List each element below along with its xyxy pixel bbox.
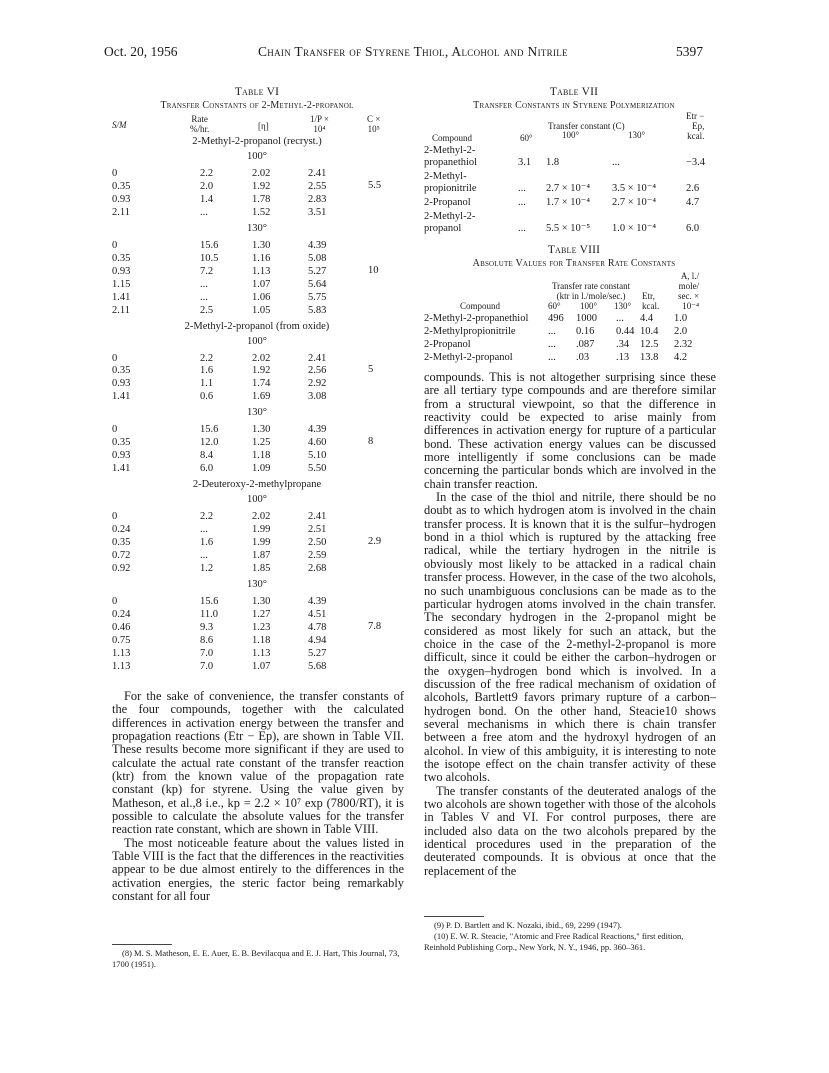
table-vi-c-value: 7.8 <box>368 620 382 632</box>
table-vi-cell: 0.93 <box>112 450 131 462</box>
table-vi-row <box>112 536 402 549</box>
table-viii-cell: 4.4 <box>640 313 654 324</box>
table-vi-cell: 4.60 <box>308 437 327 449</box>
table-vi-row <box>112 239 402 252</box>
left-paragraph-2: The most noticeable feature about the values listed in Table VIII is the fact that the differences in the reactivities appear to be due almost entirely to the differences in the activation energies, the steric factor being remarkably constant for all four <box>112 835 404 904</box>
left-paragraph-1: For the sake of convenience, the transfer constants of the four compounds, together with the calculated differences in activation energy between the transfer and propagation reactions (Etr − Ep), are shown in Table VII. These results become more significant if they are used to calculate the actual rate constant of the transfer reaction (ktr) from the known value of the propagation rate constant (kp) for styrene. Using the value given by Matheson, et al.,8 i.e., kp = 2.2 × 10⁷ exp (7800/RT), it is possible to calculate the absolute values for the transfer reaction rate constant, which are shown in Table VIII. <box>112 689 404 837</box>
table-vi-cell: 1.13 <box>112 647 131 659</box>
table-vi-cell: 1.6 <box>200 365 214 377</box>
table-vi-title: Transfer Constants of 2-Methyl-2-propanol <box>160 100 354 111</box>
table-vi-cell: 1.1 <box>200 378 214 390</box>
table-vi-cell: 9.3 <box>200 621 214 633</box>
table-vi-body <box>112 136 402 677</box>
table-vi-cell: 7.0 <box>200 660 214 672</box>
table-viii-compound: 2-Methyl-2-propanol <box>424 352 513 363</box>
t7-100-header: 100° <box>562 130 580 140</box>
right-paragraph-2: In the case of the thiol and nitrile, there should be no doubt as to which hydrogen atom is involved in the chain transfer process. It is known that it is the sulfur–hydrogen bond in a thiol which is ruptured by the attacking free radical, while the tertiary hydrogen in the nitrile is obviously most likely to be attacked in a radical chain transfer process. However, in the case of the two alcohols, no such unambiguous conclusions can be made as to the particular hydrogen atoms involved in the chain transfer. The secondary hydrogen in the 2-propanol might be considered as most likely for such an attack, but the choice in the case of the 2-methyl-2-propanol is more difficult, since it could be either the carbon–hydrogen or the oxygen–hydrogen bond which is involved. In a discussion of the free radical mechanism of oxidation of alcohols, Bartlett9 favors primary rupture of a carbon–hydrogen bond. On the other hand, Steacie10 shows several mechanisms in which there is chain transfer between a free atom and the hydroxyl hydrogen of an alcohol. In view of this ambiguity, it is interesting to note the isotope effect on the chain transfer activity of these two alcohols. <box>424 490 716 785</box>
table-vi-cell: 0.92 <box>112 562 131 574</box>
table-vi-cell: 0.6 <box>200 391 214 403</box>
table-vi-cell: ... <box>200 291 208 303</box>
table-viii-cell: 0.16 <box>576 326 595 337</box>
table-vi-cell: 1.85 <box>252 562 271 574</box>
table-vi-cell: 7.0 <box>200 647 214 659</box>
table-vi-cell: ... <box>200 278 208 290</box>
table-viii-cell: 12.5 <box>640 339 659 350</box>
table-vi-temp-heading: 130° <box>247 222 267 234</box>
right-paragraph-1: compounds. This is not altogether surprising since these are all tertiary type compounds and are therefore similar from a structural viewpoint, so that the difference in reactivity could be expected to arise mainly from differences in activation energy for rupture of a particular bond. These activation energy values can be discussed more intelligently if some conclusions can be made concerning the particular bonds which are involved in the chain transfer reaction. <box>424 370 716 491</box>
left-footnotes <box>112 948 404 970</box>
right-paragraph-3: The transfer constants of the deuterated analogs of the two alcohols are shown together with those of the alcohols in Tables V and VI. For control purposes, there are included also data on the two alcohols prepared by the identical procedures used in the preparation of the deuterated compounds. It is obvious at once that the replacement of the <box>424 783 716 878</box>
table-vi-cell: 1.06 <box>252 291 271 303</box>
table-vi-cell: 7.2 <box>200 265 214 277</box>
table-vi-cell: 12.0 <box>200 437 219 449</box>
table-vi-cell: ... <box>200 549 208 561</box>
table-vi-row <box>112 352 402 365</box>
table-vi-row <box>112 634 402 647</box>
table-vi-cell: 1.6 <box>200 537 214 548</box>
t7-transfer-header: Transfer constant (C) <box>548 121 625 131</box>
table-vi-cell: 2.92 <box>308 378 327 390</box>
table-vii-compound: 2-Methyl-2- propanol <box>424 211 476 234</box>
footnote-9: (9) P. D. Bartlett and K. Nozaki, ibid., 69, 2299 (1947). <box>434 920 622 930</box>
table-vii-cell: 2.7 × 10⁻⁴ <box>546 183 590 194</box>
table-vi-cell: 11.0 <box>200 608 218 620</box>
table-vi-row <box>112 180 402 193</box>
table-vi-cell: ... <box>200 206 208 218</box>
table-vi-cell: 2.02 <box>252 352 271 364</box>
table-vi-label: Table VI <box>234 86 280 98</box>
table-viii-cell: 13.8 <box>640 352 659 363</box>
t8-rate-header: Transfer rate constant (ktr in l./mole/sec.) <box>552 281 631 301</box>
table-vi-cell: 1.13 <box>252 647 271 659</box>
table-vii-compound: 2-Propanol <box>424 197 471 208</box>
table-vii-cell: 1.0 × 10⁻⁴ <box>612 223 656 234</box>
right-column-text <box>424 371 716 878</box>
table-vi-c-value: 5 <box>368 364 374 376</box>
table-viii-cell: 0.44 <box>616 326 635 337</box>
table-vi-cell: 15.6 <box>200 595 219 607</box>
table-vi-cell: 1.30 <box>252 424 271 436</box>
col-sm-header: S/M <box>112 120 127 130</box>
table-viii-body <box>424 313 724 373</box>
right-footnote-rule <box>424 916 484 917</box>
table-vi-cell: 15.6 <box>200 239 219 251</box>
table-vi-cell: 6.0 <box>200 463 214 475</box>
table-vi-cell: 8.6 <box>200 634 214 646</box>
header-date: Oct. 20, 1956 <box>104 44 178 59</box>
table-vi-cell: 1.09 <box>252 463 271 475</box>
t7-130-header: 130° <box>628 130 646 140</box>
table-vi-cell: 0.93 <box>112 265 131 277</box>
table-vi-cell: 10.5 <box>200 252 219 264</box>
table-vii-column-headers <box>424 111 724 145</box>
table-vi-cell: 1.07 <box>252 278 271 290</box>
table-vi-cell: 4.39 <box>308 424 327 436</box>
table-vi-cell: 4.39 <box>308 595 327 607</box>
table-vii-cell: ... <box>518 223 526 234</box>
table-vi-cell: 1.18 <box>252 450 271 462</box>
footnote-10: (10) E. W. R. Steacie, "Atomic and Free Radical Reactions," first edition, Reinhold Publishing Corp., New York, N. Y., 1946, pp. 360–361. <box>424 931 684 952</box>
table-vi-cell: 4.78 <box>308 621 327 633</box>
table-vii-cell: −3.4 <box>686 157 706 168</box>
table-vi-cell: 0 <box>112 595 118 607</box>
table-vi-cell: 2.02 <box>252 511 271 523</box>
table-viii-cell: 10.4 <box>640 326 659 337</box>
table-vi-cell: 5.64 <box>308 278 327 290</box>
table-viii-compound: 2-Methyl-2-propanethiol <box>424 313 529 324</box>
table-vii-cell: 2.6 <box>686 183 700 194</box>
table-vi-cell: 5.50 <box>308 463 327 475</box>
table-vi-cell: 5.68 <box>308 660 327 672</box>
table-vi-row <box>112 265 402 278</box>
table-vi-cell: 1.99 <box>252 537 271 548</box>
table-vi-cell: 2.55 <box>308 180 327 192</box>
table-viii-cell: .13 <box>616 352 630 363</box>
table-viii-compound: 2-Methylpropionitrile <box>424 326 516 337</box>
table-vi-temp-heading: 130° <box>247 578 267 590</box>
table-vi-cell: 2.56 <box>308 365 327 377</box>
table-vii-cell: ... <box>612 157 620 168</box>
table-vi-cell: 0 <box>112 352 118 364</box>
t8-100-header: 100° <box>580 301 598 311</box>
table-vi-cell: 15.6 <box>200 424 219 436</box>
left-column-text <box>112 690 404 904</box>
table-vii-cell: 6.0 <box>686 223 700 234</box>
table-vii <box>424 86 724 241</box>
table-vi-cell: 5.27 <box>308 647 327 659</box>
table-vi-cell: 1.30 <box>252 595 271 607</box>
table-vi-cell: 1.92 <box>252 180 271 192</box>
col-eta-header: [η] <box>258 121 269 131</box>
table-vi-cell: 0.35 <box>112 537 131 548</box>
table-vii-body <box>424 145 724 241</box>
table-vi-cell: 2.41 <box>308 352 327 364</box>
table-vi-temp-heading: 100° <box>247 494 267 506</box>
t8-e-header: Etr, kcal. <box>642 291 660 311</box>
running-title: Chain Transfer of Styrene Thiol, Alcohol and Nitrile <box>258 44 568 59</box>
table-vi-cell: 2.11 <box>112 304 130 316</box>
table-vi-cell: 2.59 <box>308 549 327 561</box>
table-vi-row <box>112 377 402 390</box>
table-vii-compound: 2-Methyl- propionitrile <box>424 171 477 194</box>
table-vi-group-heading: 2-Methyl-2-propanol (recryst.) <box>192 136 322 147</box>
t8-a-header: A, l./ mole/ sec. × 10⁻⁴ <box>678 271 700 311</box>
table-vi-row <box>112 304 402 317</box>
table-vi-row <box>112 523 402 536</box>
t8-130-header: 130° <box>614 301 632 311</box>
table-vi-cell: 3.51 <box>308 206 327 218</box>
table-vi-cell: 2.83 <box>308 193 327 205</box>
table-viii-cell: .34 <box>616 339 630 350</box>
table-vi-temp-heading: 100° <box>247 151 267 162</box>
table-vii-title: Transfer Constants in Styrene Polymerization <box>473 100 675 111</box>
table-vi-row <box>112 252 402 265</box>
table-vi-cell: 1.41 <box>112 291 131 303</box>
table-vi-cell: 2.51 <box>308 524 327 536</box>
left-footnote-rule <box>112 944 172 945</box>
table-vi-cell: 0.75 <box>112 634 131 646</box>
table-vi-group-heading: 2-Methyl-2-propanol (from oxide) <box>184 320 330 332</box>
table-viii-cell: .087 <box>576 339 595 350</box>
table-vi-cell: 1.25 <box>252 437 271 449</box>
table-vi-row <box>112 595 402 608</box>
table-vi-cell: 1.18 <box>252 634 271 646</box>
table-vi-row <box>112 621 402 634</box>
table-viii-compound: 2-Propanol <box>424 339 471 350</box>
table-vi-row <box>112 390 402 403</box>
table-vi-cell: 1.92 <box>252 365 271 377</box>
table-vi-c-value: 8 <box>368 436 374 448</box>
table-viii-column-headers <box>424 269 724 313</box>
table-vi-cell: 1.78 <box>252 193 271 205</box>
table-vi-cell: 1.41 <box>112 391 131 403</box>
table-vi-c-value: 2.9 <box>368 536 382 547</box>
table-viii-cell: ... <box>548 339 556 350</box>
table-vi-cell: 0.24 <box>112 524 131 536</box>
table-viii-cell: 1000 <box>576 313 597 324</box>
table-vi-cell: 5.10 <box>308 450 327 462</box>
table-vi-cell: 0 <box>112 424 118 436</box>
table-viii-cell: ... <box>548 326 556 337</box>
table-vi-row <box>112 436 402 449</box>
table-vi-cell: 0.46 <box>112 621 131 633</box>
t8-compound-header: Compound <box>460 301 501 311</box>
table-vi-row <box>112 510 402 523</box>
table-vi-cell: 1.07 <box>252 660 271 672</box>
table-viii-cell: 496 <box>548 313 564 324</box>
table-vi-row <box>112 423 402 436</box>
table-vi-row <box>112 278 402 291</box>
table-vi-cell: 2.2 <box>200 168 214 179</box>
table-vi-cell: 0.35 <box>112 365 131 377</box>
table-viii-cell: 4.2 <box>674 352 688 363</box>
footnote-8: (8) M. S. Matheson, E. E. Auer, E. B. Bevilacqua and E. J. Hart, This Journal, 73, 1700 (1951). <box>112 948 400 969</box>
col-c-header: C × 10⁵ <box>367 114 381 134</box>
table-vi-cell: 0.24 <box>112 608 131 620</box>
table-vi-cell: 1.27 <box>252 608 271 620</box>
table-vi-cell: 1.15 <box>112 278 131 290</box>
table-vi-row <box>112 660 402 673</box>
table-vi-c-value: 10 <box>368 264 379 276</box>
table-vi-cell: 0.93 <box>112 193 131 205</box>
table-vi-cell: 1.2 <box>200 562 214 574</box>
table-vi-cell: 1.30 <box>252 239 271 251</box>
table-vi-cell: 4.51 <box>308 608 327 620</box>
table-vi-cell: 1.41 <box>112 463 131 475</box>
table-vi-cell: 0.35 <box>112 437 131 449</box>
table-viii-cell: 2.0 <box>674 326 688 337</box>
table-vi-row <box>112 608 402 621</box>
table-vi-cell: 2.2 <box>200 352 214 364</box>
table-vi-row <box>112 562 402 575</box>
table-vi-cell: 2.11 <box>112 206 130 218</box>
table-vi-temp-heading: 100° <box>247 335 267 347</box>
table-vi-cell: 2.41 <box>308 511 327 523</box>
table-vi-cell: 8.4 <box>200 450 214 462</box>
table-vi-group-heading: 2-Deuteroxy-2-methylpropane <box>192 479 322 491</box>
table-vi-cell: 0 <box>112 239 118 251</box>
table-vi-cell: 5.08 <box>308 252 327 264</box>
table-vi-cell: 2.0 <box>200 180 214 192</box>
table-viii-cell: .03 <box>576 352 590 363</box>
table-vi-cell: ... <box>200 524 208 536</box>
table-vi-cell: 1.05 <box>252 304 271 316</box>
table-vi-cell: 1.99 <box>252 524 271 536</box>
t7-60-header: 60° <box>520 133 533 143</box>
table-vi-cell: 0.72 <box>112 549 131 561</box>
table-vi-column-headers <box>112 114 402 136</box>
table-vii-cell: ... <box>518 197 526 208</box>
table-vi-cell: 0 <box>112 511 118 523</box>
table-vi-row <box>112 364 402 377</box>
table-vii-cell: 3.1 <box>518 157 532 168</box>
table-vi-cell: 5.27 <box>308 265 327 277</box>
table-vi <box>112 86 402 677</box>
table-vi-cell: 1.87 <box>252 549 271 561</box>
table-vii-cell: ... <box>518 183 526 194</box>
table-vi-cell: 2.2 <box>200 511 214 523</box>
table-vi-row <box>112 167 402 180</box>
table-viii-cell: ... <box>548 352 556 363</box>
table-vi-cell: 0.93 <box>112 378 131 390</box>
table-vi-cell: 2.41 <box>308 168 327 179</box>
col-invp-header: 1/P × 10⁴ <box>310 114 329 134</box>
table-vi-cell: 1.4 <box>200 193 214 205</box>
table-vi-cell: 1.52 <box>252 206 271 218</box>
table-viii-cell: 1.0 <box>674 313 688 324</box>
table-vii-cell: 1.8 <box>546 157 560 168</box>
table-viii-cell: ... <box>616 313 624 324</box>
table-vii-compound: 2-Methyl-2- propanethiol <box>424 145 478 168</box>
table-vi-row <box>112 449 402 462</box>
table-vii-cell: 2.7 × 10⁻⁴ <box>612 197 656 208</box>
table-viii-title: Absolute Values for Transfer Rate Constants <box>472 258 676 269</box>
table-vi-cell: 0.35 <box>112 180 131 192</box>
table-vi-row <box>112 462 402 475</box>
table-vi-cell: 1.13 <box>112 660 131 672</box>
table-vii-cell: 3.5 × 10⁻⁴ <box>612 183 656 194</box>
col-rate-header: Rate %/hr. <box>190 114 210 134</box>
table-vi-row <box>112 549 402 562</box>
table-vi-temp-heading: 130° <box>247 407 267 419</box>
table-vi-cell: 1.13 <box>252 265 271 277</box>
t7-compound-header: Compound <box>432 133 473 143</box>
table-vi-cell: 1.23 <box>252 621 271 633</box>
t8-60-header: 60° <box>548 301 561 311</box>
table-vii-cell: 4.7 <box>686 197 700 208</box>
table-vi-cell: 0 <box>112 168 118 179</box>
table-vi-row <box>112 193 402 206</box>
t7-e-header: Etr − Ep, kcal. <box>686 111 705 141</box>
table-vi-cell: 5.83 <box>308 304 327 316</box>
table-vi-cell: 4.94 <box>308 634 327 646</box>
table-vi-cell: 1.16 <box>252 252 271 264</box>
table-vi-cell: 2.50 <box>308 537 327 548</box>
table-vi-cell: 2.02 <box>252 168 271 179</box>
table-viii-label: Table VIII <box>547 244 601 256</box>
table-viii-cell: 2.32 <box>674 339 693 350</box>
table-vi-cell: 3.08 <box>308 391 327 403</box>
table-vii-cell: 1.7 × 10⁻⁴ <box>546 197 590 208</box>
table-vi-cell: 2.68 <box>308 562 327 574</box>
table-vi-row <box>112 647 402 660</box>
table-vi-row <box>112 206 402 219</box>
table-vi-cell: 4.39 <box>308 239 327 251</box>
table-vi-c-value: 5.5 <box>368 179 382 191</box>
table-vi-cell: 2.5 <box>200 304 214 316</box>
table-vi-cell: 5.75 <box>308 291 327 303</box>
page-number: 5397 <box>676 44 703 59</box>
table-vi-row <box>112 291 402 304</box>
right-footnotes <box>424 920 716 953</box>
table-viii <box>424 244 724 373</box>
table-vi-cell: 1.69 <box>252 391 271 403</box>
table-vii-label: Table VII <box>549 86 599 98</box>
table-vi-cell: 1.74 <box>252 378 271 390</box>
table-vi-cell: 0.35 <box>112 252 131 264</box>
table-vii-cell: 5.5 × 10⁻⁵ <box>546 223 590 234</box>
